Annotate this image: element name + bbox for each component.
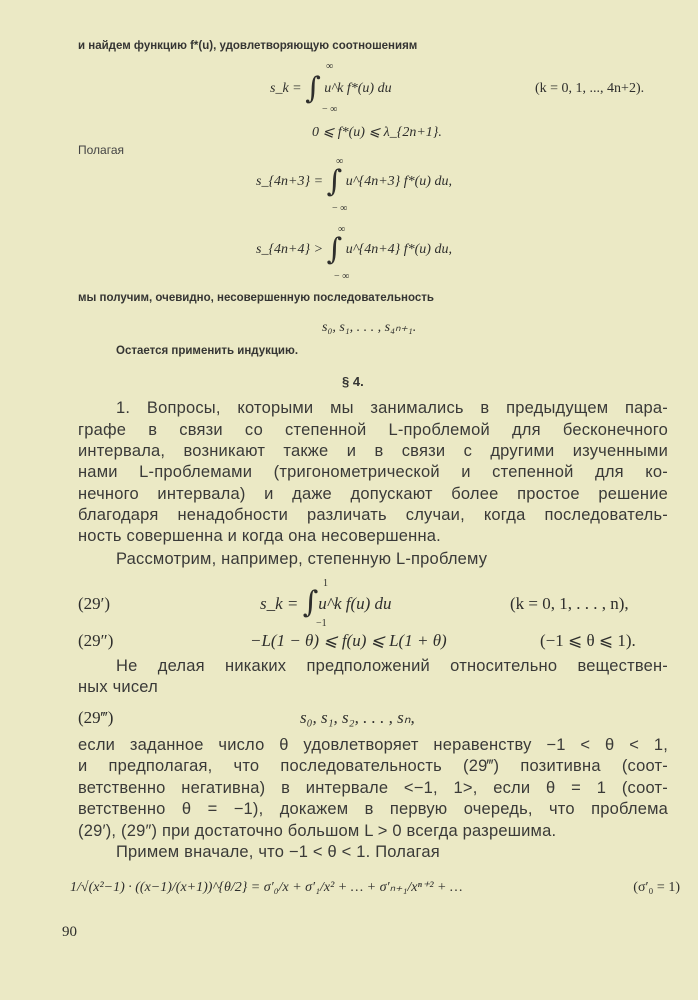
formula-sk-body: u^k f*(u) du xyxy=(324,81,392,96)
induction-line: Остается применить индукцию. xyxy=(116,345,299,357)
formula-bound: 0 ⩽ f*(u) ⩽ λ_{2n+1}. xyxy=(312,125,442,140)
lower-limit: − ∞ xyxy=(332,203,348,214)
upper-limit: ∞ xyxy=(336,156,344,167)
section-heading: § 4. xyxy=(342,374,364,389)
final-formula-row xyxy=(70,878,680,898)
final-formula: 1/√(x²−1) · ((x−1)/(x+1))^{θ/2} = σ′₀/x + σ′₁/x² + … + σ′ₙ₊₁/xⁿ⁺² + … xyxy=(70,880,463,895)
integral-sign-icon: ∫ xyxy=(326,232,343,267)
integral-sign-icon: ∫ xyxy=(302,585,319,620)
formula-s4n4-body: u^{4n+4} f*(u) du, xyxy=(345,242,452,257)
formula-s4n3-lhs: s_{4n+3} = xyxy=(256,174,324,189)
paragraph-line: Рассмотрим, например, степенную L-проблему xyxy=(116,550,488,568)
paragraph-line: 1. Вопросы, которыми мы занимались в предыдущем пара- xyxy=(116,399,668,417)
paragraph-line: если заданное число θ удовлетворяет неравенству −1 < θ < 1, xyxy=(78,736,668,754)
obtain-line: мы получим, очевидно, несовершенную последовательность xyxy=(78,292,434,304)
paragraph-line: Примем вначале, что −1 < θ < 1. Полагая xyxy=(116,843,440,861)
paragraph-line: ность совершенна и когда она несовершенна. xyxy=(78,527,441,545)
paragraph-line: интервала, возникают также и в связи с другими изученными xyxy=(78,442,668,460)
equation-label: (29″) xyxy=(78,631,114,650)
formula-sk xyxy=(270,71,392,106)
sequence: s₀, s₁, . . . , s₄ₙ₊₁. xyxy=(322,320,417,335)
formula-29b: −L(1 − θ) ⩽ f(u) ⩽ L(1 + θ) xyxy=(250,631,447,650)
paragraph-line: ветственно негативна) в интервале <−1, 1>, если θ = 1 (соот- xyxy=(78,779,668,797)
upper-limit: ∞ xyxy=(326,61,334,72)
equation-label: (29‴) xyxy=(78,708,114,727)
paragraph-line: нечного интервала) и даже допускают более простое решение xyxy=(78,485,668,503)
lower-limit: −1 xyxy=(316,618,327,629)
integral-sign-icon: ∫ xyxy=(305,71,321,106)
upper-limit: ∞ xyxy=(338,224,346,235)
upper-limit: 1 xyxy=(323,578,328,589)
formula-s4n4 xyxy=(256,232,452,267)
final-formula-condition: (σ′₀ = 1) xyxy=(633,880,680,895)
formula-sk-condition: (k = 0, 1, ..., 4n+2). xyxy=(535,81,645,96)
formula-29b-condition: (−1 ⩽ θ ⩽ 1). xyxy=(540,631,636,650)
formula-29a-lhs: s_k = xyxy=(260,594,299,613)
formula-29a xyxy=(260,585,392,620)
paragraph-line: Не делая никаких предположений относительно веществен- xyxy=(116,657,668,675)
paragraph-line: (29′), (29″) при достаточно большом L > 0 всегда разрешима. xyxy=(78,822,557,840)
paragraph-line: ветственно θ = −1), докажем в первую очередь, что проблема xyxy=(78,800,668,818)
formula-s4n4-lhs: s_{4n+4} > xyxy=(256,242,324,257)
formula-sk-lhs: s_k = xyxy=(270,81,302,96)
paragraph-line: ных чисел xyxy=(78,678,158,696)
intro-line: и найдем функцию f*(u), удовлетворяющую соотношениям xyxy=(78,40,418,52)
equation-label: (29′) xyxy=(78,594,111,613)
paragraph-line: благодаря ненадобности различать случаи, когда последователь- xyxy=(78,506,668,524)
formula-29a-condition: (k = 0, 1, . . . , n), xyxy=(510,594,629,613)
formula-s4n3-body: u^{4n+3} f*(u) du, xyxy=(345,174,452,189)
polagaya-label: Полагая xyxy=(78,143,124,157)
page-number: 90 xyxy=(62,924,77,940)
lower-limit: − ∞ xyxy=(334,271,350,282)
paragraph-line: и предполагая, что последовательность (29‴) позитивна (соот- xyxy=(78,757,668,775)
lower-limit: − ∞ xyxy=(322,104,338,115)
formula-29a-body: u^k f(u) du xyxy=(318,594,392,613)
integral-sign-icon: ∫ xyxy=(326,164,343,199)
formula-29c: s₀, s₁, s₂, . . . , sₙ, xyxy=(300,708,415,727)
paragraph-line: графе в связи со степенной L-проблемой для бесконечного xyxy=(78,421,668,439)
paragraph-line: нами L-проблемами (тригонометрической и степенной для ко- xyxy=(78,463,668,481)
formula-s4n3 xyxy=(256,164,452,199)
